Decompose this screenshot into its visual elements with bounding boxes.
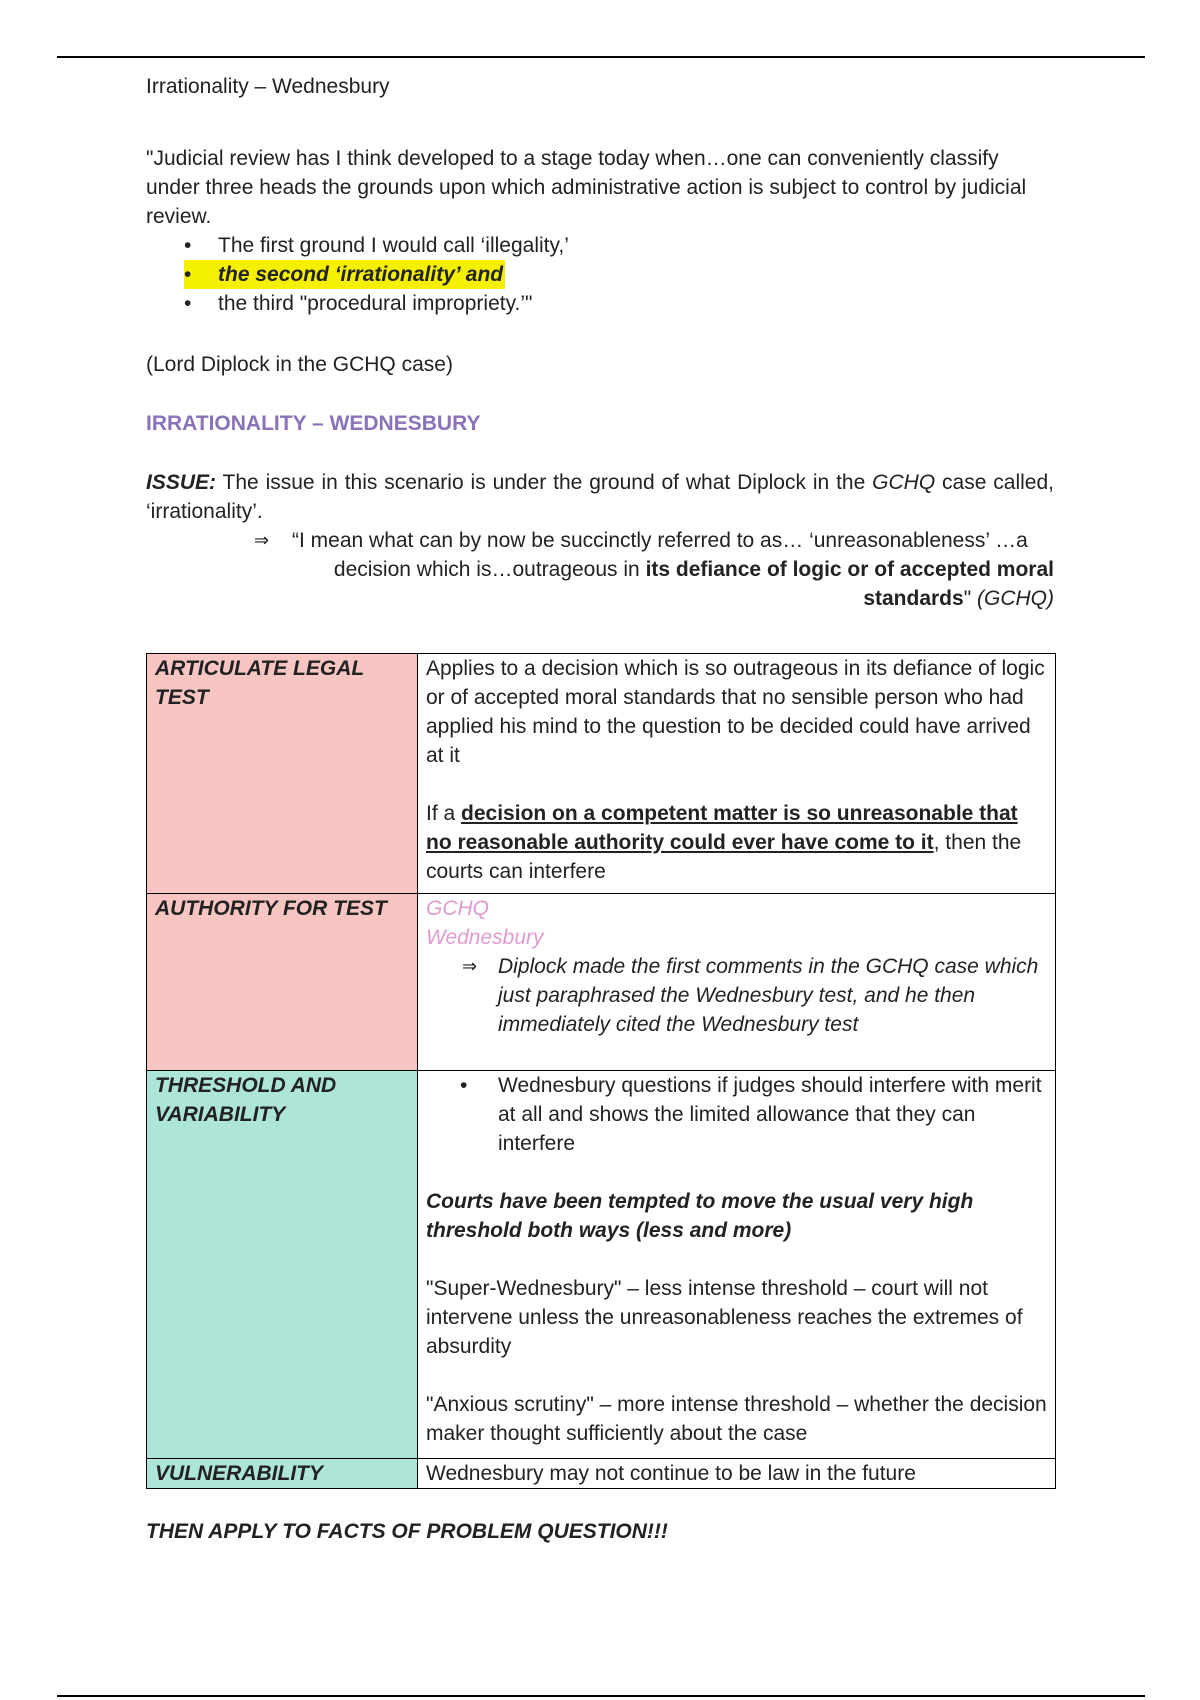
row-content-authority	[418, 894, 1056, 1071]
quote-cite: (GCHQ)	[977, 587, 1054, 610]
row-label-legal-test: ARTICULATE LEGAL TEST	[147, 654, 418, 894]
case-gchq: GCHQ	[426, 897, 489, 920]
authority-note-text: Diplock made the first comments in the GCHQ case which just paraphrased the Wednesbury test, and he then immediately cited the Wednesbury test	[498, 955, 1039, 1036]
quote-close: "	[963, 587, 977, 610]
row-label-authority: AUTHORITY FOR TEST	[147, 894, 418, 1071]
page-heading: Irrationality – Wednesbury	[146, 75, 390, 98]
issue-text: The issue in this scenario is under the ground of what Diplock in the	[216, 471, 873, 494]
para2-start: If a	[426, 802, 462, 825]
threshold-bullet-text: Wednesbury questions if judges should interfere with merit at all and shows the limited allowance that they can interfere	[498, 1074, 1042, 1155]
highlighted-text: the second ‘irrationality’ and	[218, 260, 505, 289]
para2-end: , then the courts can interfere	[426, 831, 1022, 883]
issue-text-end: case called, ‘irrationality’.	[146, 471, 1054, 523]
row-content-legal-test	[418, 654, 1056, 894]
threshold-bullet	[426, 1071, 1047, 1158]
anxious-scrutiny: "Anxious scrutiny" – more intense threshold – whether the decision maker thought sufficiently about the case	[426, 1393, 1047, 1445]
arrow-icon: ⇒	[462, 956, 478, 976]
issue-quote-line2	[292, 555, 1054, 584]
threshold-bold-para: Courts have been tempted to move the usual very high threshold both ways (less and more)	[426, 1190, 974, 1242]
super-wednesbury: "Super-Wednesbury" – less intense threshold – court will not intervene unless the unreasonableness reaches the extremes of absurdity	[426, 1277, 1023, 1358]
section-title: IRRATIONALITY – WEDNESBURY	[146, 412, 481, 435]
table-row	[147, 1459, 1056, 1489]
issue-quote-line1: “I mean what can by now be succinctly referred to as… ‘unreasonableness’ …a	[292, 529, 1028, 552]
quote-attribution: (Lord Diplock in the GCHQ case)	[146, 353, 453, 376]
row-label-threshold: THRESHOLD AND VARIABILITY	[147, 1071, 418, 1459]
issue-quote-line3	[292, 584, 1054, 613]
diplock-quote	[146, 144, 1054, 318]
ground-illegality: • The first ground I would call ‘illegality,’	[184, 231, 1054, 260]
legal-test-table	[146, 653, 1056, 1489]
issue-case: GCHQ	[872, 471, 936, 494]
table-row	[147, 894, 1056, 1071]
para2-underlined: decision on a competent matter is so unreasonable that no reasonable authority could ever have come to it	[426, 802, 1018, 854]
authority-note	[426, 952, 1047, 1039]
ground-irrationality	[184, 260, 1054, 289]
top-rule	[57, 56, 1145, 58]
bottom-rule	[57, 1695, 1145, 1697]
legal-test-para2	[426, 799, 1047, 886]
issue-paragraph	[146, 468, 1054, 526]
arrow-icon: ⇒	[254, 530, 270, 550]
quote-intro: "Judicial review has I think developed to a stage today when…one can conveniently classify under three heads the grounds upon which administrative action is subject to control by judicial review.	[146, 147, 1027, 228]
row-content-threshold	[418, 1071, 1056, 1459]
closing-instruction: THEN APPLY TO FACTS OF PROBLEM QUESTION!!!	[146, 1520, 668, 1543]
row-label-vulnerability: VULNERABILITY	[147, 1459, 418, 1489]
legal-test-para: Applies to a decision which is so outrageous in its defiance of logic or of accepted moral standards that no sensible person who had applied his mind to the question to be decided could have arrived at it	[426, 657, 1045, 767]
issue-quote	[254, 526, 1054, 613]
document-page	[146, 72, 1054, 1546]
table-row	[147, 654, 1056, 894]
bullet-icon: •	[460, 1074, 468, 1097]
quote-plain: decision which is…outrageous in	[333, 558, 646, 581]
quote-bold-end: standards	[863, 587, 964, 610]
quote-bold: its defiance of logic or of accepted moral	[645, 558, 1054, 581]
grounds-list	[146, 231, 1054, 318]
issue-label: ISSUE:	[146, 471, 217, 494]
table-row	[147, 1071, 1056, 1459]
case-wednesbury: Wednesbury	[426, 926, 544, 949]
row-content-vulnerability: Wednesbury may not continue to be law in the future	[418, 1459, 1056, 1489]
ground-procedural: • the third "procedural impropriety.’"	[184, 289, 1054, 318]
